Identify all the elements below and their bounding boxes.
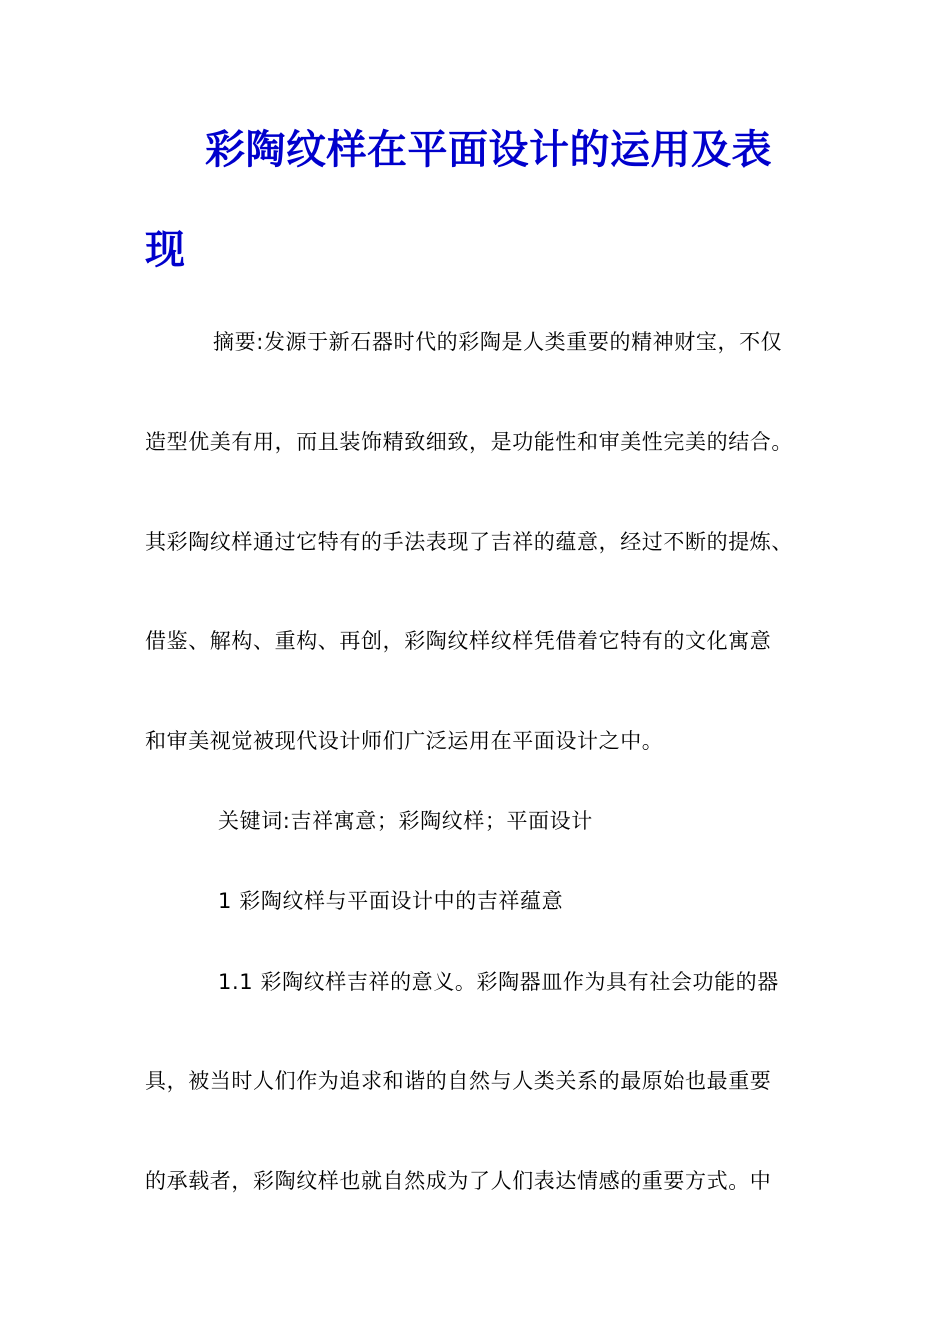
keywords-line: 关键词:吉祥寓意；彩陶纹样；平面设计 xyxy=(218,809,593,833)
section-heading: 1 彩陶纹样与平面设计中的吉祥蕴意 xyxy=(218,889,564,913)
document-title-line-1: 彩陶纹样在平面设计的运用及表 xyxy=(205,126,772,173)
abstract-line-5: 和审美视觉被现代设计师们广泛运用在平面设计之中。 xyxy=(145,729,664,753)
abstract-line-2: 造型优美有用，而且装饰精致细致，是功能性和审美性完美的结合。 xyxy=(145,430,793,454)
abstract-line-3: 其彩陶纹样通过它特有的手法表现了吉祥的蕴意，经过不断的提炼、 xyxy=(145,530,793,554)
body-line-2: 具，被当时人们作为追求和谐的自然与人类关系的最原始也最重要 xyxy=(145,1069,772,1093)
document-title-line-2: 现 xyxy=(145,226,185,273)
body-line-3: 的承载者，彩陶纹样也就自然成为了人们表达情感的重要方式。中 xyxy=(145,1169,772,1193)
body-line-1: 1.1 彩陶纹样吉祥的意义。彩陶器皿作为具有社会功能的器 xyxy=(218,970,779,994)
abstract-line-1: 摘要:发源于新石器时代的彩陶是人类重要的精神财宝，不仅 xyxy=(213,330,783,354)
abstract-line-4: 借鉴、解构、重构、再创，彩陶纹样纹样凭借着它特有的文化寓意 xyxy=(145,629,772,653)
